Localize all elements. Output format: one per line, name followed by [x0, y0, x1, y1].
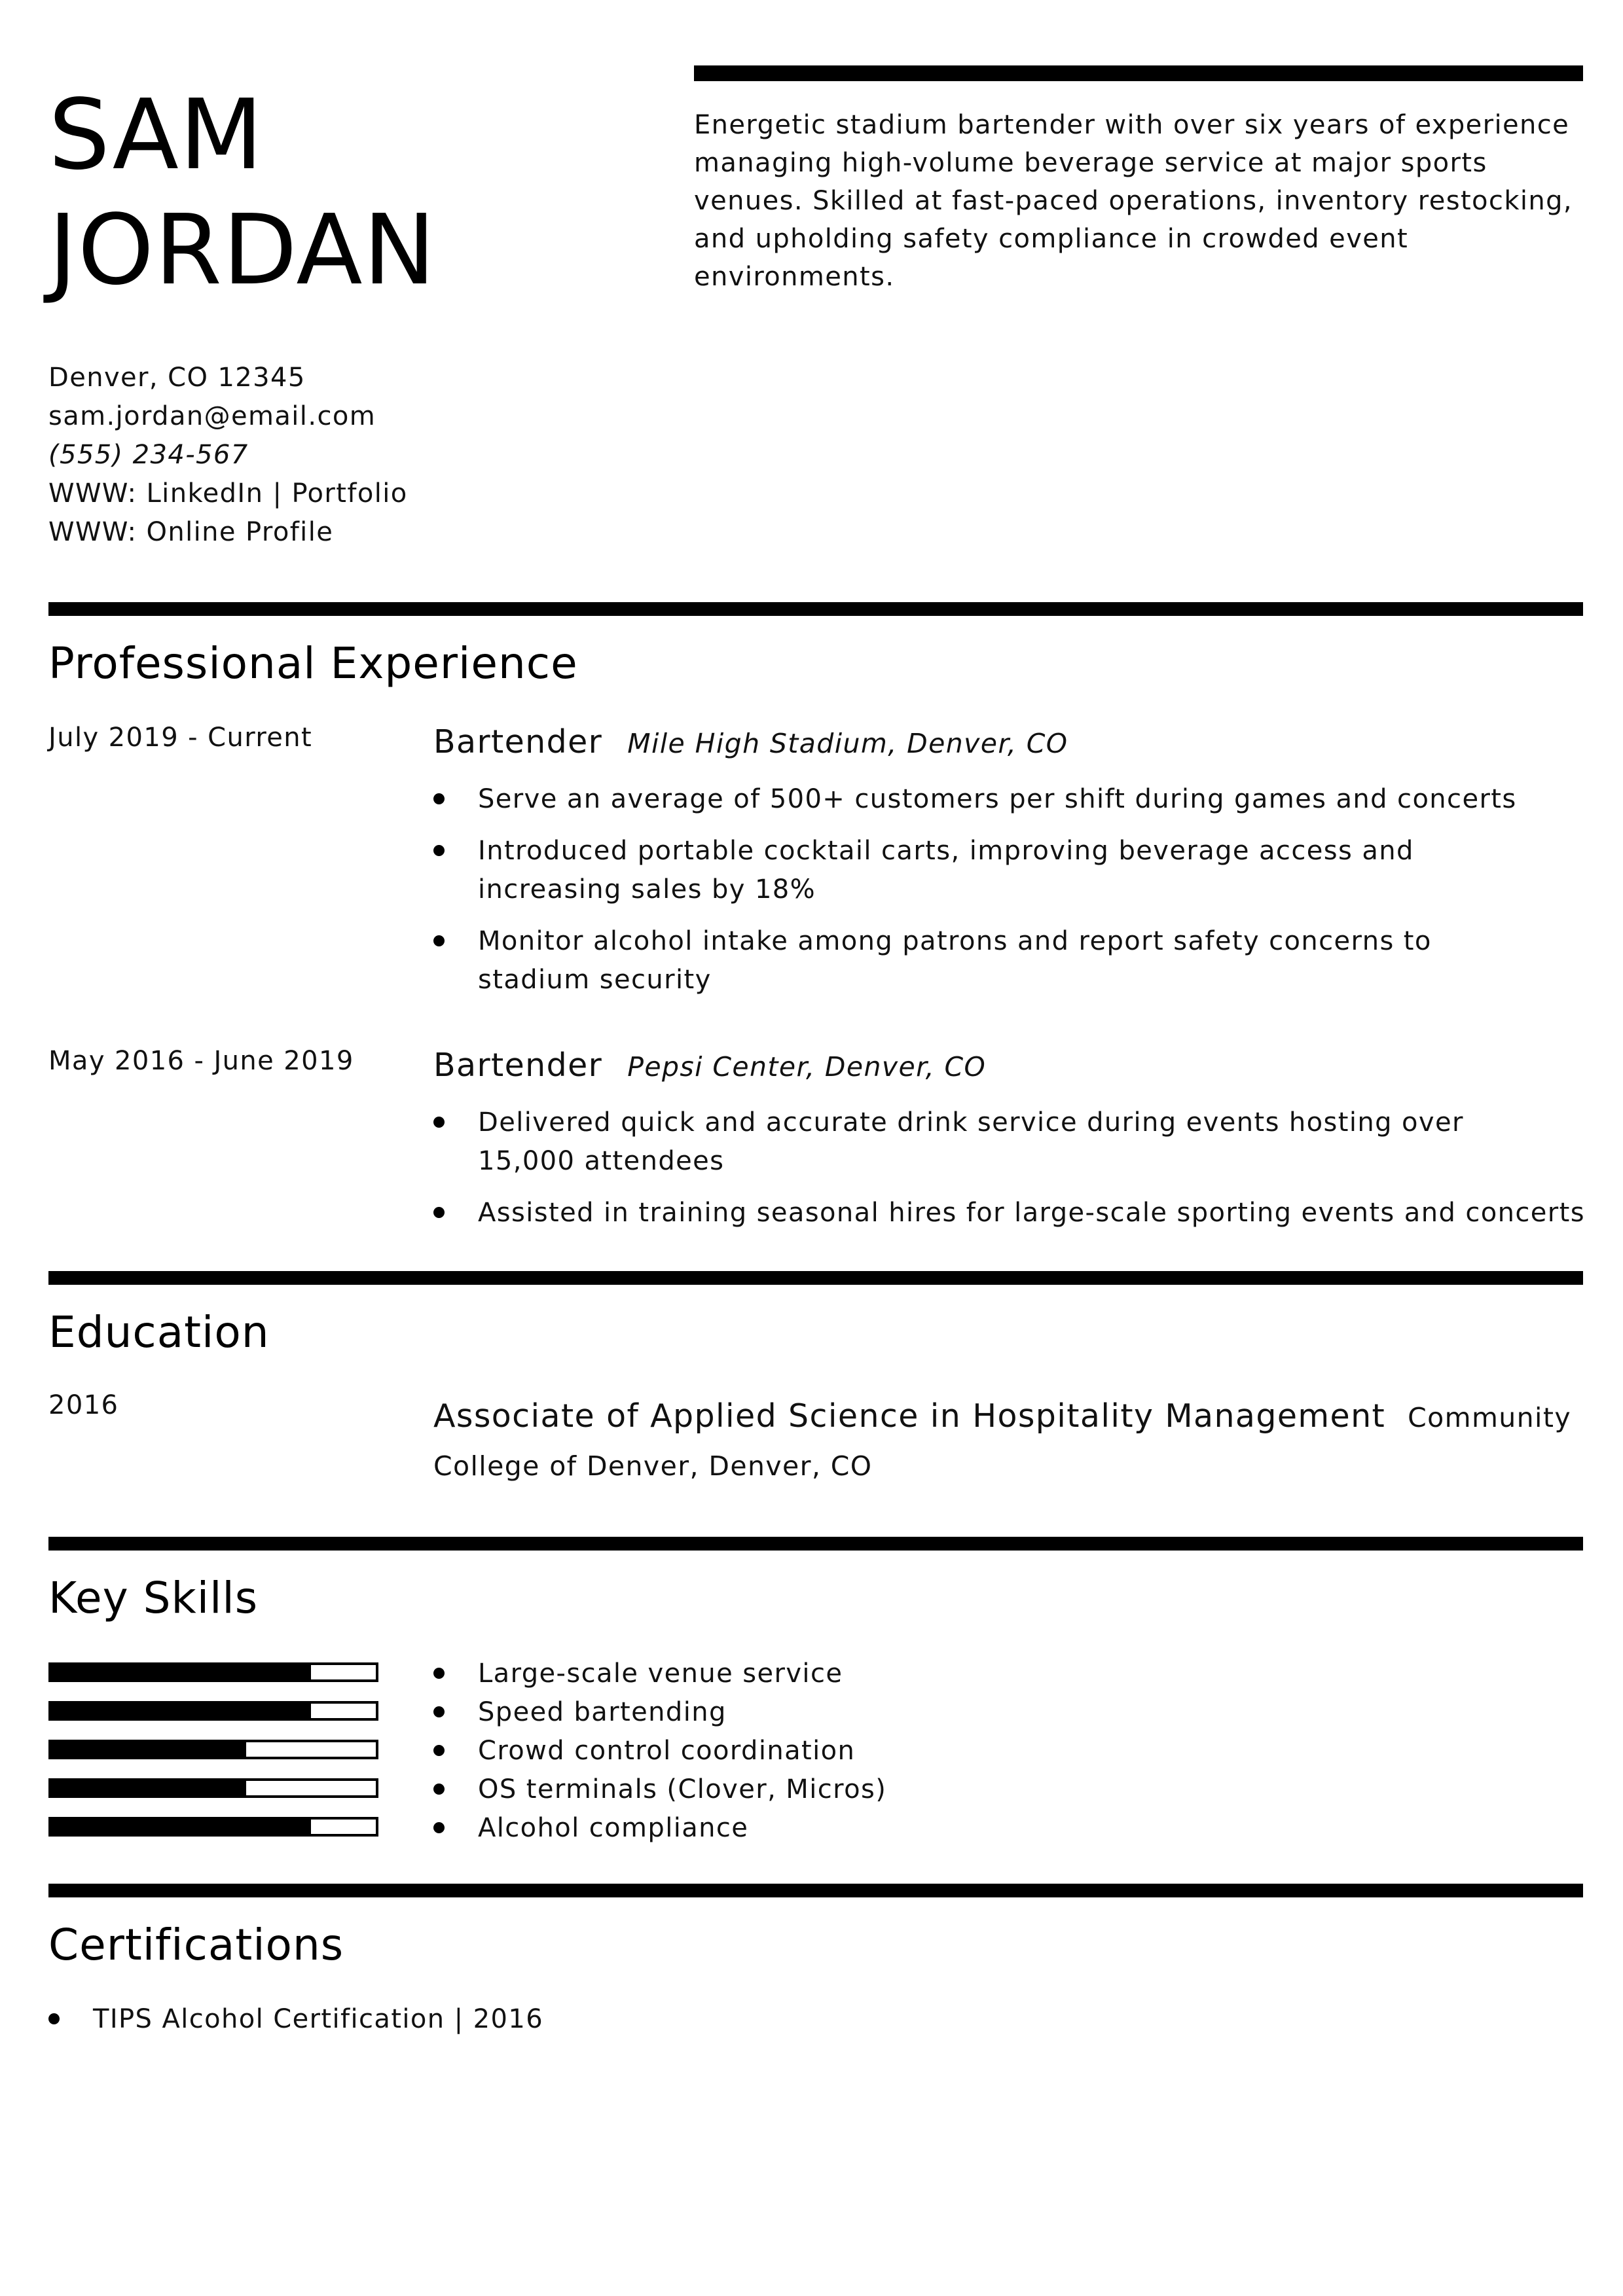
job-bullet: Assisted in training seasonal hires for large-scale sporting events and concerts [433, 1194, 1586, 1232]
skill-rating-bars [48, 1662, 378, 1856]
skill-level-fill [51, 1704, 311, 1718]
skill-item: OS terminals (Clover, Micros) [433, 1770, 886, 1809]
job-bullets [433, 1103, 1586, 1232]
job-heading [433, 723, 1068, 763]
education-degree: Associate of Applied Science in Hospitality Management [433, 1397, 1386, 1435]
skill-item: Speed bartending [433, 1693, 886, 1732]
skill-level-bar [48, 1662, 378, 1682]
skill-item: Large-scale venue service [433, 1655, 886, 1693]
skill-item: Crowd control coordination [433, 1732, 886, 1770]
certification-list [48, 2000, 543, 2039]
skill-level-bar [48, 1701, 378, 1721]
name-line-2: JORDAN [48, 194, 437, 306]
section-rule-certifications [48, 1884, 1583, 1897]
education-year: 2016 [48, 1390, 119, 1420]
skill-item: Alcohol compliance [433, 1809, 886, 1848]
certification-item: TIPS Alcohol Certification | 2016 [48, 2000, 543, 2039]
name-line-1: SAM [48, 79, 264, 191]
section-rule-education [48, 1271, 1583, 1285]
candidate-name [48, 77, 436, 308]
education-entry [433, 1393, 1586, 1490]
job-heading [433, 1046, 986, 1086]
section-title-skills: Key Skills [48, 1573, 259, 1623]
contact-block [48, 359, 408, 552]
skill-level-fill [51, 1781, 246, 1795]
education-school: Community College of Denver, Denver, CO [433, 1402, 1571, 1482]
section-rule-experience [48, 602, 1583, 616]
job-bullets [433, 780, 1586, 999]
job-bullet: Serve an average of 500+ customers per shift during games and concerts [433, 780, 1586, 819]
job-dates: May 2016 - June 2019 [48, 1046, 354, 1076]
job-role: Bartender [433, 723, 603, 761]
section-title-certifications: Certifications [48, 1920, 344, 1970]
skill-level-bar [48, 1817, 378, 1837]
skill-level-fill [51, 1820, 311, 1834]
skill-level-fill [51, 1665, 311, 1679]
contact-address: Denver, CO 12345 [48, 363, 306, 393]
skill-level-fill [51, 1742, 246, 1757]
contact-phone: (555) 234-567 [48, 440, 249, 470]
section-rule-skills [48, 1537, 1583, 1551]
job-employer: Mile High Stadium, Denver, CO [627, 728, 1068, 759]
contact-online-profile[interactable]: WWW: Online Profile [48, 517, 334, 547]
job-employer: Pepsi Center, Denver, CO [627, 1051, 987, 1083]
skill-level-bar [48, 1778, 378, 1798]
section-title-education: Education [48, 1307, 270, 1357]
job-bullet: Delivered quick and accurate drink service during events hosting over 15,000 attendees [433, 1103, 1586, 1181]
skill-list [433, 1655, 886, 1848]
job-dates: July 2019 - Current [48, 723, 313, 753]
job-bullet: Monitor alcohol intake among patrons and report safety concerns to stadium security [433, 922, 1586, 999]
job-bullet: Introduced portable cocktail carts, improving beverage access and increasing sales by 18% [433, 832, 1586, 909]
contact-web-links[interactable]: WWW: LinkedIn | Portfolio [48, 478, 408, 509]
contact-email[interactable]: sam.jordan@email.com [48, 401, 376, 431]
job-role: Bartender [433, 1047, 603, 1084]
header-rule [694, 65, 1583, 81]
section-title-experience: Professional Experience [48, 638, 578, 689]
professional-summary: Energetic stadium bartender with over six years of experience managing high-volume beverage service at major sports venues. Skilled at fast-paced operations, inventory restocking, and upholding safety compliance in crowded event environments. [694, 110, 1573, 292]
skill-level-bar [48, 1740, 378, 1759]
